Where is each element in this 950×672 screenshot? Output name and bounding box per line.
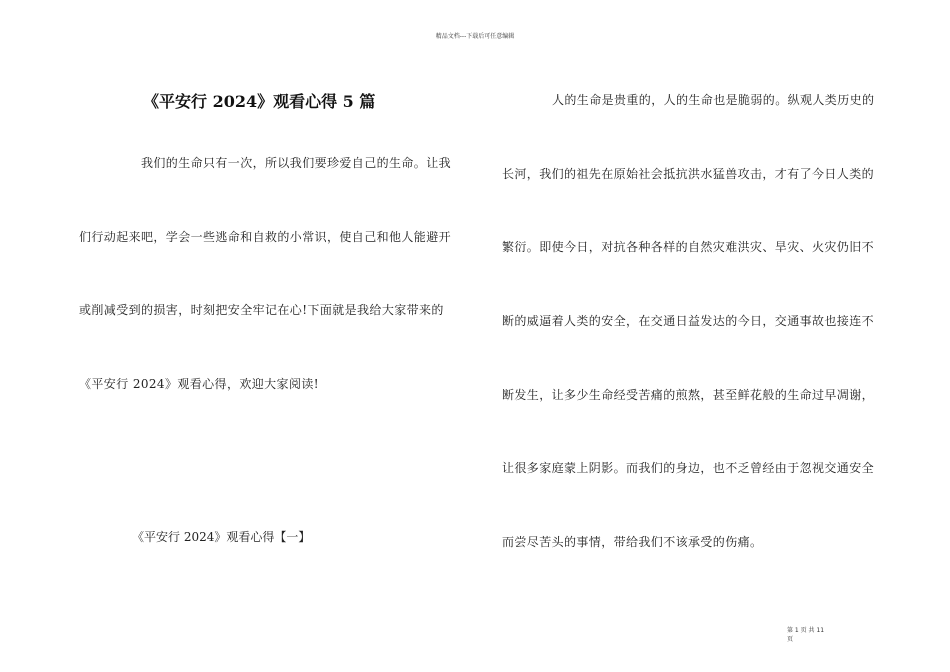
paragraph-line: 我们的生命只有一次，所以我们要珍爱自己的生命。让我	[141, 156, 452, 170]
paragraph-line: 长河，我们的祖先在原始社会抵抗洪水猛兽攻击，才有了今日人类的	[502, 166, 875, 181]
paragraph-line: 繁衍。即使今日，对抗各种各样的自然灾难洪灾、旱灾、火灾仍旧不	[502, 240, 875, 255]
left-column	[79, 152, 464, 447]
paragraph-line: 们行动起来吧，学会一些逃命和自救的小常识，使自己和他人能避开	[79, 229, 452, 244]
section-heading: 《平安行 2024》观看心得【一】	[132, 530, 311, 544]
paragraph-line: 或削减受到的损害，时刻把安全牢记在心!下面就是我给大家带来的	[79, 303, 444, 318]
document-title: 《平安行 2024》观看心得 5 篇	[143, 92, 376, 111]
right-column	[502, 89, 887, 605]
header-note: 精品文档---下载后可任意编辑	[435, 33, 515, 40]
paragraph-line: 让很多家庭蒙上阴影。而我们的身边，也不乏曾经由于忽视交通安全	[502, 461, 875, 476]
paragraph-line: 而尝尽苦头的事情，带给我们不该承受的伤痛。	[502, 535, 763, 550]
paragraph-line: 断发生，让多少生命经受苦痛的煎熬，甚至鲜花般的生命过早凋谢，	[502, 387, 875, 402]
paragraph-line: 人的生命是贵重的，人的生命也是脆弱的。纵观人类历史的	[552, 93, 875, 107]
page-number: 第 1 页 共 11 页	[787, 627, 825, 643]
paragraph-line: 断的威逼着人类的安全，在交通日益发达的今日，交通事故也接连不	[502, 314, 875, 329]
paragraph-line: 《平安行 2024》观看心得，欢迎大家阅读!	[79, 377, 319, 392]
